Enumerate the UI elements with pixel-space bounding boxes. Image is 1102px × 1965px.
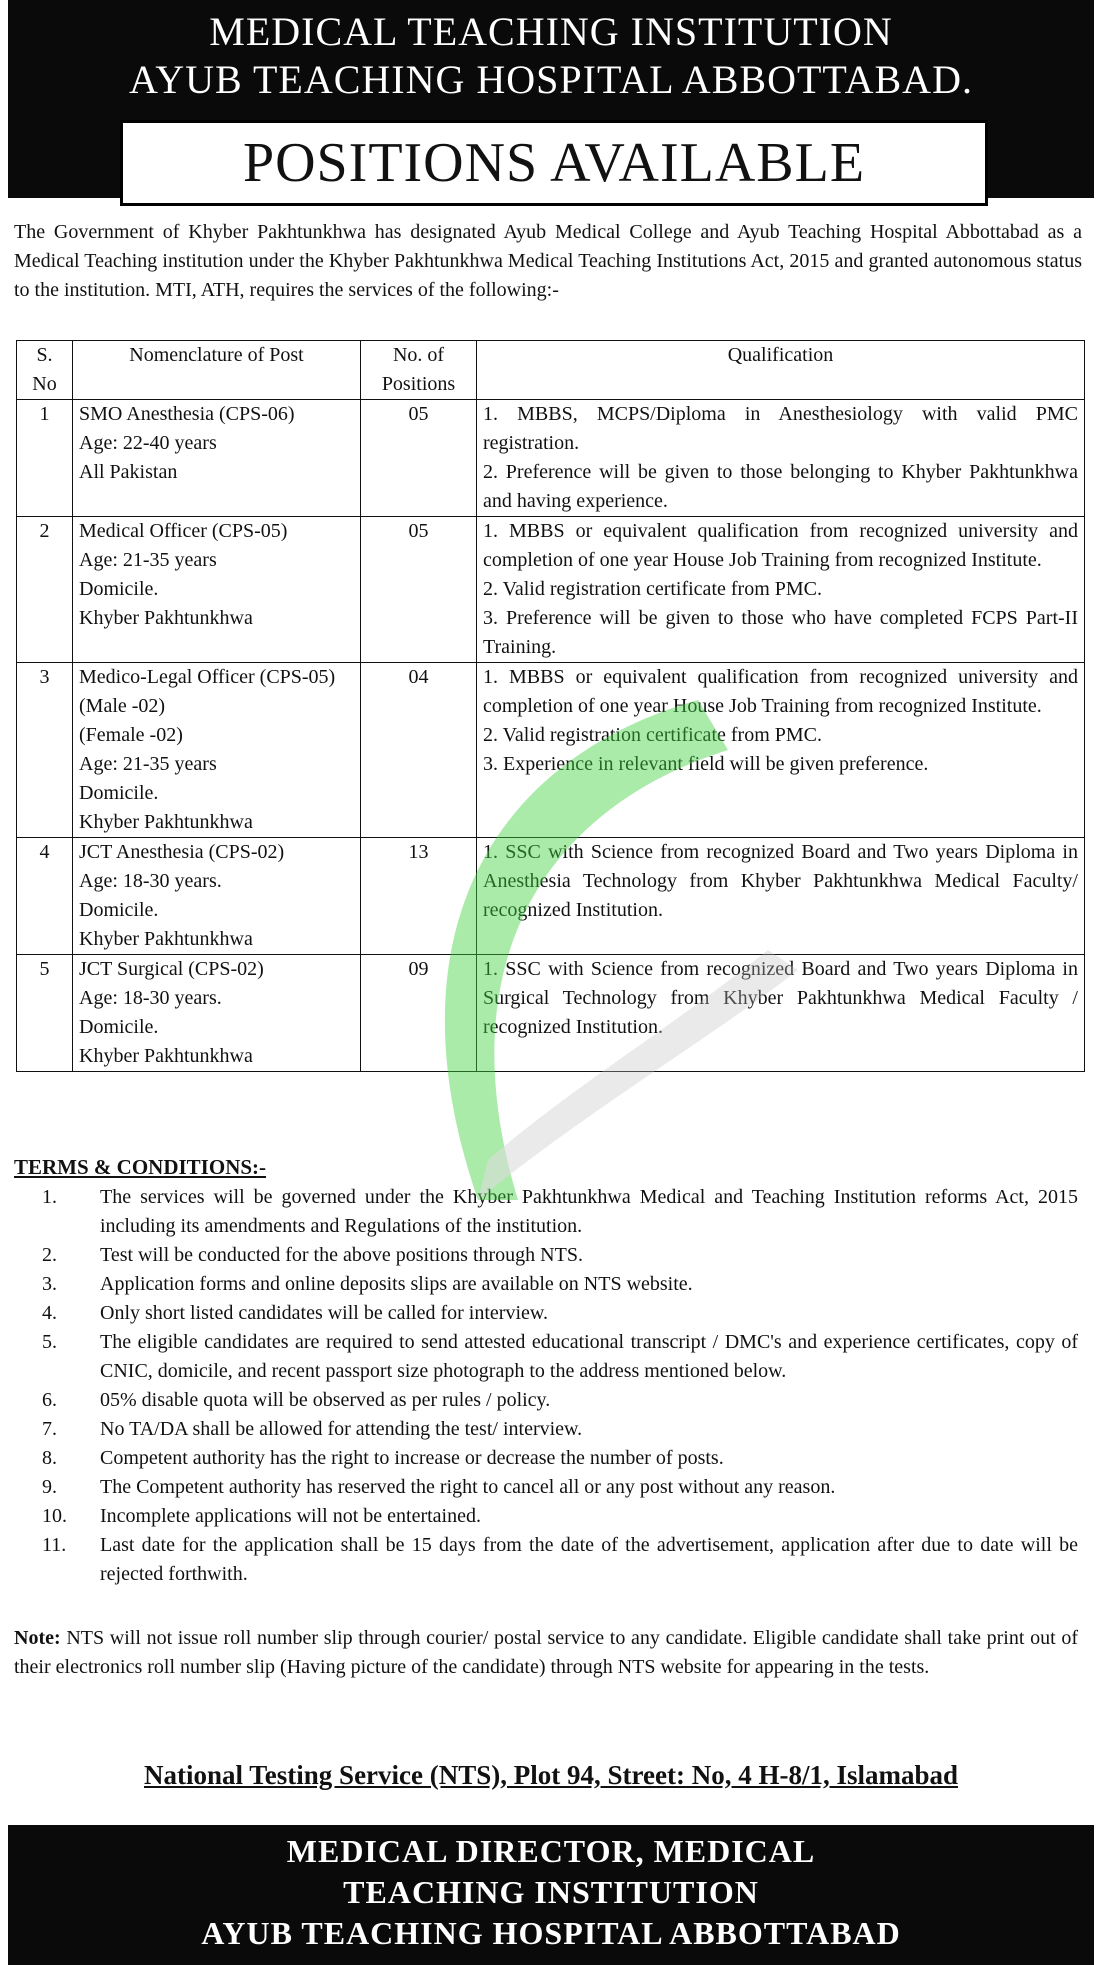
post-line: SMO Anesthesia (CPS-06) — [79, 403, 295, 425]
term-item — [14, 1444, 1078, 1473]
nts-address: National Testing Service (NTS), Plot 94, Street: No, 4 H-8/1, Islamabad — [144, 1760, 958, 1790]
row-qualification — [477, 400, 1085, 517]
term-number: 7. — [42, 1418, 57, 1440]
term-item — [14, 1328, 1078, 1386]
hospital-title: AYUB TEACHING HOSPITAL ABBOTTABAD. — [129, 57, 973, 102]
term-number: 3. — [42, 1273, 57, 1295]
note-paragraph — [14, 1624, 1078, 1682]
term-text: Test will be conducted for the above positions through NTS. — [100, 1244, 583, 1266]
post-line: Medical Officer (CPS-05) — [79, 520, 288, 542]
post-line: JCT Surgical (CPS-02) — [79, 958, 264, 980]
post-line: Age: 21-35 years — [79, 549, 217, 571]
institution-title: MEDICAL TEACHING INSTITUTION — [209, 9, 893, 54]
term-text: Only short listed candidates will be called for interview. — [100, 1302, 549, 1324]
advertisement-page — [8, 0, 1094, 1965]
qualification-item: 1. MBBS, MCPS/Diploma in Anesthesiology with valid PMC registration. — [483, 403, 1078, 454]
note-label: Note: — [14, 1627, 61, 1649]
post-line: Khyber Pakhtunkhwa — [79, 928, 253, 950]
table-row — [17, 517, 1085, 663]
footer-line-1: MEDICAL DIRECTOR, MEDICAL — [286, 1833, 816, 1869]
qualification-item: 1. SSC with Science from recognized Board and Two years Diploma in Surgical Technology from Khyber Pakhtunkhwa Medical Faculty / recognized Institution. — [483, 958, 1078, 1038]
row-qualification — [477, 838, 1085, 955]
post-line: Age: 22-40 years — [79, 432, 217, 454]
term-number: 11. — [42, 1534, 67, 1556]
footer-line-3: AYUB TEACHING HOSPITAL ABBOTTABAD — [201, 1915, 901, 1951]
post-line: Khyber Pakhtunkhwa — [79, 607, 253, 629]
term-number: 1. — [42, 1186, 57, 1208]
qualification-item: 3. Preference will be given to those who have completed FCPS Part-II Training. — [483, 607, 1078, 658]
qualification-item: 1. SSC with Science from recognized Board and Two years Diploma in Anesthesia Technology from Khyber Pakhtunkhwa Medical Faculty/ recognized Institution. — [483, 841, 1078, 921]
qualification-item: 2. Preference will be given to those belonging to Khyber Pakhtunkhwa and having experience. — [483, 461, 1078, 512]
term-text: The services will be governed under the Khyber Pakhtunkhwa Medical and Teaching Institution reforms Act, 2015 including its amendments and Regulations of the institution. — [100, 1186, 1078, 1237]
post-line: (Female -02) — [79, 724, 183, 746]
term-number: 10. — [42, 1505, 67, 1527]
post-line: (Male -02) — [79, 695, 166, 717]
term-number: 8. — [42, 1447, 57, 1469]
term-text: Incomplete applications will not be entertained. — [100, 1505, 481, 1527]
term-text: Last date for the application shall be 15 days from the date of the advertisement, application after due to date will be rejected forthwith. — [100, 1534, 1078, 1585]
term-text: Competent authority has the right to increase or decrease the number of posts. — [100, 1447, 724, 1469]
table-row — [17, 955, 1085, 1072]
terms-list — [14, 1183, 1078, 1589]
term-item — [14, 1270, 1078, 1299]
intro-paragraph: The Government of Khyber Pakhtunkhwa has designated Ayub Medical College and Ayub Teaching Hospital Abbottabad as a Medical Teaching institution under the Khyber Pakhtunkhwa Medical Teaching Institutions Act, 2015 and granted autonomous status to the institution. MTI, ATH, requires the services of the following:- — [14, 221, 1082, 301]
term-text: 05% disable quota will be observed as per rules / policy. — [100, 1389, 551, 1411]
row-sno: 2 — [17, 517, 73, 663]
table-header-row — [17, 341, 1085, 400]
qualification-item: 2. Valid registration certificate from PMC. — [483, 724, 822, 746]
post-line: Domicile. — [79, 578, 159, 600]
qualification-item: 2. Valid registration certificate from PMC. — [483, 578, 822, 600]
term-item — [14, 1531, 1078, 1589]
term-item — [14, 1241, 1078, 1270]
row-positions: 04 — [361, 663, 477, 838]
row-qualification — [477, 955, 1085, 1072]
term-item — [14, 1299, 1078, 1328]
post-line: Age: 18-30 years. — [79, 870, 222, 892]
row-sno: 3 — [17, 663, 73, 838]
footer-banner — [8, 1825, 1094, 1965]
header-qualification: Qualification — [477, 341, 1085, 400]
qualification-item: 1. MBBS or equivalent qualification from recognized university and completion of one year House Job Training from recognized Institute. — [483, 520, 1078, 571]
positions-available-heading: POSITIONS AVAILABLE — [120, 120, 988, 206]
term-text: The eligible candidates are required to send attested educational transcript / DMC's and experience certificates, copy of CNIC, domicile, and recent passport size photograph to the address mentioned below. — [100, 1331, 1078, 1382]
row-post — [73, 838, 361, 955]
qualification-item: 3. Experience in relevant field will be given preference. — [483, 753, 929, 775]
term-number: 6. — [42, 1389, 57, 1411]
term-item — [14, 1415, 1078, 1444]
row-post — [73, 400, 361, 517]
row-post — [73, 663, 361, 838]
row-sno: 5 — [17, 955, 73, 1072]
post-line: Age: 21-35 years — [79, 753, 217, 775]
header-positions: No. of Positions — [361, 341, 477, 400]
term-item — [14, 1502, 1078, 1531]
term-number: 2. — [42, 1244, 57, 1266]
row-qualification — [477, 517, 1085, 663]
table-row — [17, 663, 1085, 838]
header-post: Nomenclature of Post — [73, 341, 361, 400]
row-sno: 1 — [17, 400, 73, 517]
post-line: JCT Anesthesia (CPS-02) — [79, 841, 285, 863]
row-positions: 05 — [361, 400, 477, 517]
post-line: Age: 18-30 years. — [79, 987, 222, 1009]
row-positions: 09 — [361, 955, 477, 1072]
term-number: 9. — [42, 1476, 57, 1498]
post-line: Domicile. — [79, 1016, 159, 1038]
term-number: 4. — [42, 1302, 57, 1324]
row-qualification — [477, 663, 1085, 838]
term-number: 5. — [42, 1331, 57, 1353]
post-line: Domicile. — [79, 899, 159, 921]
terms-title: TERMS & CONDITIONS:- — [14, 1155, 267, 1179]
post-line: Khyber Pakhtunkhwa — [79, 811, 253, 833]
note-text: NTS will not issue roll number slip through courier/ postal service to any candidate. Eligible candidate shall take print out of their electronics roll number slip (Having picture of the candidate) through NTS website for appearing in the tests. — [14, 1627, 1078, 1678]
term-item — [14, 1183, 1078, 1241]
row-positions: 05 — [361, 517, 477, 663]
term-item — [14, 1386, 1078, 1415]
post-line: Khyber Pakhtunkhwa — [79, 1045, 253, 1067]
post-line: Domicile. — [79, 782, 159, 804]
term-item — [14, 1473, 1078, 1502]
term-text: The Competent authority has reserved the right to cancel all or any post without any reason. — [100, 1476, 836, 1498]
positions-table — [16, 340, 1085, 1072]
qualification-item: 1. MBBS or equivalent qualification from recognized university and completion of one year House Job Training from recognized Institute. — [483, 666, 1078, 717]
footer-line-2: TEACHING INSTITUTION — [343, 1874, 759, 1910]
table-row — [17, 400, 1085, 517]
row-post — [73, 517, 361, 663]
header-sno: S. No — [17, 341, 73, 400]
term-text: Application forms and online deposits slips are available on NTS website. — [100, 1273, 693, 1295]
row-positions: 13 — [361, 838, 477, 955]
post-line: All Pakistan — [79, 461, 178, 483]
row-post — [73, 955, 361, 1072]
term-text: No TA/DA shall be allowed for attending the test/ interview. — [100, 1418, 583, 1440]
table-row — [17, 838, 1085, 955]
row-sno: 4 — [17, 838, 73, 955]
post-line: Medico-Legal Officer (CPS-05) — [79, 666, 336, 688]
